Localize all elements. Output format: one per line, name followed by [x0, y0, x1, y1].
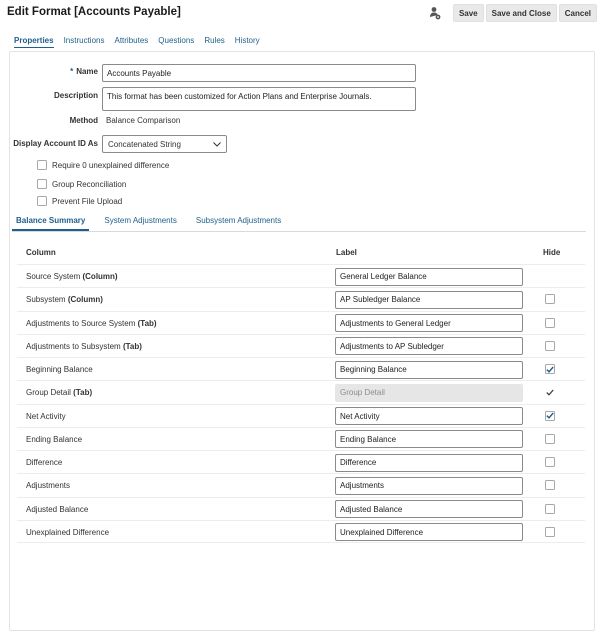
column-name-text: Difference	[26, 458, 63, 467]
table-row	[17, 287, 585, 310]
label-input[interactable]	[335, 361, 523, 379]
column-name	[26, 505, 88, 514]
tab-history[interactable]: History	[234, 36, 260, 45]
column-type: (Column)	[67, 295, 103, 305]
table-row	[17, 264, 585, 287]
require-zero-row	[37, 160, 169, 170]
column-name-text: Net Activity	[26, 411, 66, 421]
table-row	[17, 334, 585, 357]
prevent-file-upload-checkbox[interactable]	[37, 196, 47, 206]
column-name-text: Group Detail	[26, 388, 71, 398]
column-name	[26, 342, 142, 351]
tab-properties[interactable]: Properties	[14, 36, 54, 48]
method-value: Balance Comparison	[106, 116, 181, 125]
column-name-text: Adjusted Balance	[26, 504, 89, 514]
hide-checkbox[interactable]	[545, 527, 555, 537]
tab-questions[interactable]: Questions	[158, 36, 195, 45]
subtab-balance-summary[interactable]: Balance Summary	[12, 214, 89, 231]
column-name-text: Adjustments to Subsystem	[26, 341, 121, 351]
group-reconciliation-label: Group Reconciliation	[52, 179, 127, 189]
name-input[interactable]	[102, 64, 416, 82]
column-name	[26, 528, 109, 537]
name-label: * Name	[70, 67, 98, 76]
table-row	[17, 473, 585, 496]
table-header	[17, 240, 585, 264]
column-name-text: Unexplained Difference	[26, 527, 110, 537]
balance-subtab-bar	[12, 214, 586, 232]
hide-checkbox[interactable]	[545, 294, 555, 304]
label-input[interactable]	[335, 337, 523, 355]
table-row	[17, 380, 585, 403]
save-and-close-button[interactable]: Save and Close	[486, 4, 557, 22]
hide-cell	[545, 318, 555, 330]
tab-rules[interactable]: Rules	[204, 36, 225, 45]
column-type: (Tab)	[137, 318, 157, 328]
hide-cell	[545, 527, 555, 539]
hide-checkbox[interactable]	[545, 341, 555, 351]
column-name-text: Beginning Balance	[26, 365, 93, 374]
column-type: (Tab)	[122, 341, 142, 351]
table-row	[17, 450, 585, 473]
column-name	[26, 272, 118, 281]
hide-indicator	[545, 387, 555, 398]
require-zero-checkbox[interactable]	[37, 160, 47, 170]
hide-header: Hide	[543, 248, 561, 257]
column-name-text: Subsystem	[26, 295, 66, 305]
description-textarea[interactable]	[102, 87, 416, 111]
header	[0, 0, 602, 30]
label-header: Label	[336, 248, 357, 257]
column-name-text: Source System	[26, 272, 81, 281]
column-name-text: Ending Balance	[26, 434, 83, 444]
subtab-subsystem-adjustments[interactable]: Subsystem Adjustments	[195, 216, 282, 225]
column-name-text: Adjustments to Source System	[26, 318, 136, 328]
column-name	[26, 365, 93, 374]
cancel-button[interactable]: Cancel	[559, 4, 597, 22]
column-header: Column	[26, 248, 56, 257]
chevron-down-icon	[213, 140, 221, 149]
column-type: (Tab)	[73, 388, 93, 398]
require-zero-label: Require 0 unexplained difference	[52, 160, 170, 170]
page-title: Edit Format [Accounts Payable]	[7, 6, 181, 18]
label-input[interactable]	[335, 291, 523, 309]
column-name-text: Adjustments	[26, 481, 71, 491]
label-input[interactable]	[335, 477, 523, 495]
column-name	[26, 435, 82, 444]
table-row	[17, 404, 585, 427]
hide-checkbox[interactable]	[545, 411, 555, 421]
hide-cell	[545, 364, 555, 375]
group-reconciliation-row	[37, 179, 126, 189]
hide-cell	[545, 434, 555, 446]
hide-checkbox[interactable]	[545, 457, 555, 467]
table-row	[17, 357, 585, 380]
hide-cell	[545, 457, 555, 469]
table-row	[17, 497, 585, 520]
column-type: (Column)	[82, 272, 118, 281]
column-name	[26, 412, 66, 421]
column-name	[26, 388, 92, 397]
hide-checkbox[interactable]	[545, 318, 555, 328]
label-input[interactable]	[335, 523, 523, 541]
label-input[interactable]	[335, 430, 523, 448]
method-label: Method	[69, 116, 98, 125]
hide-check-icon	[545, 387, 555, 397]
display-account-value: Concatenated String	[108, 139, 181, 149]
hide-cell	[545, 411, 555, 422]
table-row	[17, 427, 585, 450]
save-button[interactable]: Save	[453, 4, 484, 22]
hide-checkbox[interactable]	[545, 364, 555, 374]
hide-cell	[545, 504, 555, 516]
hide-checkbox[interactable]	[545, 504, 555, 514]
prevent-file-upload-label: Prevent File Upload	[52, 196, 123, 206]
group-reconciliation-checkbox[interactable]	[37, 179, 47, 189]
column-name	[26, 295, 103, 304]
tab-attributes[interactable]: Attributes	[114, 36, 149, 45]
hide-cell	[545, 294, 555, 306]
column-name	[26, 481, 70, 490]
hide-cell	[545, 341, 555, 353]
column-name	[26, 458, 62, 467]
table-row	[17, 520, 585, 543]
hide-cell	[545, 480, 555, 492]
hide-checkbox[interactable]	[545, 434, 555, 444]
label-input[interactable]	[335, 268, 523, 286]
label-input[interactable]	[335, 454, 523, 472]
required-indicator: *	[70, 67, 74, 76]
hide-checkbox[interactable]	[545, 480, 555, 490]
tab-bar	[14, 36, 270, 48]
balance-summary-table	[17, 240, 585, 543]
label-input[interactable]	[335, 314, 523, 332]
user-settings-icon[interactable]	[427, 4, 443, 22]
table-body	[17, 264, 585, 543]
toolbar	[427, 4, 597, 22]
tab-instructions[interactable]: Instructions	[63, 36, 105, 45]
table-row	[17, 311, 585, 334]
display-account-select[interactable]	[102, 135, 227, 153]
label-input	[335, 384, 523, 402]
label-input[interactable]	[335, 407, 523, 425]
column-name	[26, 319, 157, 328]
prevent-file-upload-row	[37, 196, 122, 206]
display-account-label: Display Account ID As	[13, 139, 98, 148]
label-input[interactable]	[335, 500, 523, 518]
description-label: Description	[53, 91, 98, 100]
subtab-system-adjustments[interactable]: System Adjustments	[104, 216, 177, 225]
